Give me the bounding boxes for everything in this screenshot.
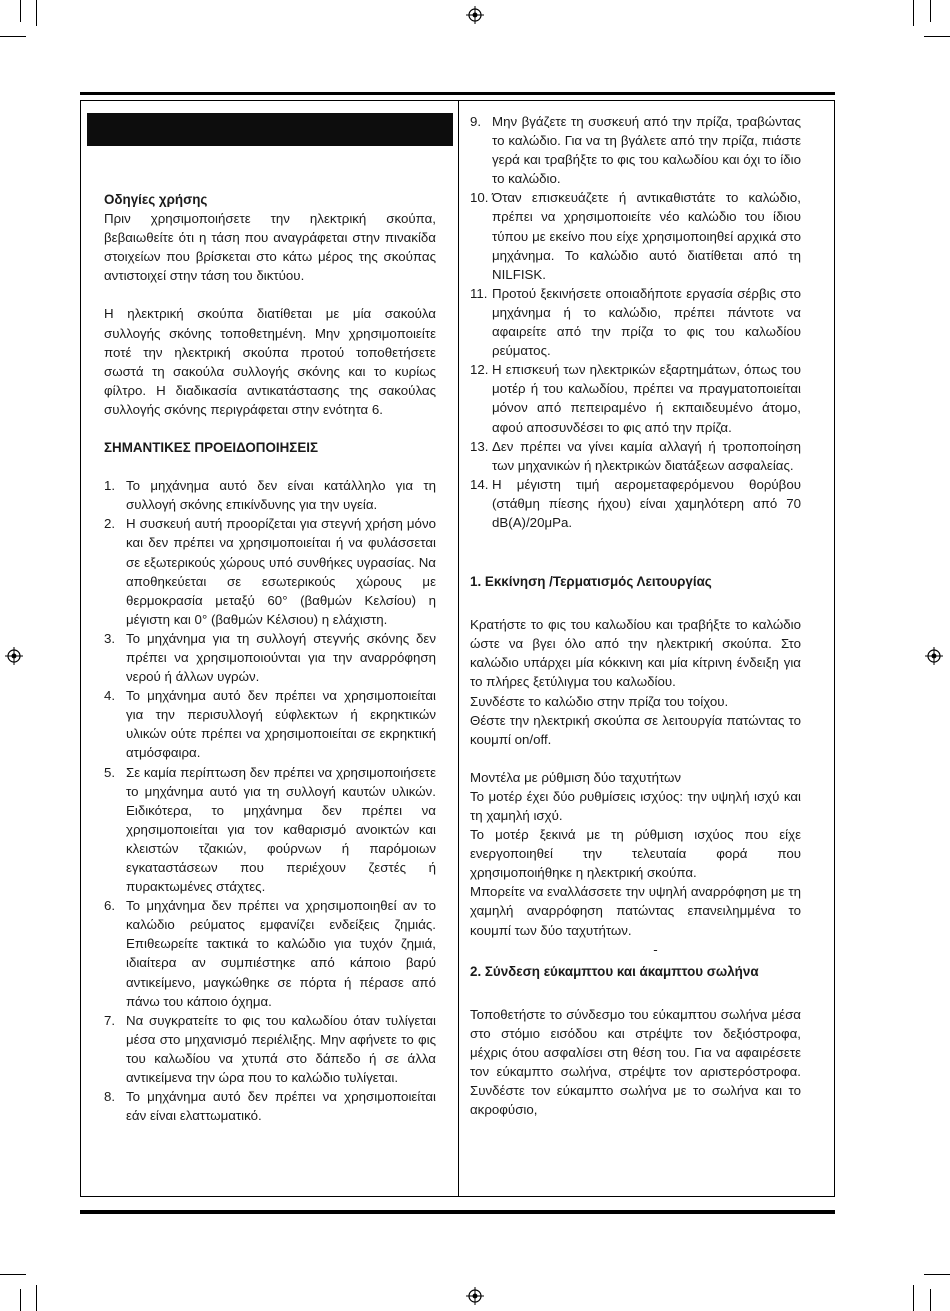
bottom-rule — [80, 1210, 835, 1214]
section1-paragraph: Συνδέστε το καλώδιο στην πρίζα του τοίχου. — [470, 693, 729, 709]
warnings-list — [104, 476, 436, 1125]
usage-paragraph: Πριν χρησιμοποιήσετε την ηλεκτρική σκούπα, βεβαιωθείτε ότι η τάση που αναγράφεται στην πινακίδα στοιχείων που βρίσκεται στο κάτω μέρος της σκούπας αντιστοιχεί στην τάση του δικτύου. — [104, 211, 436, 284]
registration-mark-icon — [466, 6, 484, 24]
warnings-heading: ΣΗΜΑΝΤΙΚΕΣ ΠΡΟΕΙΔΟΠΟΙΗΣΕΙΣ — [104, 440, 319, 456]
section1-paragraph: Μπορείτε να εναλλάσσετε την υψηλή αναρρόφηση με τη χαμηλή αναρρόφηση πατώντας επανειλημμένα το κουμπί των δύο ταχυτήτων. — [470, 884, 801, 938]
crop-mark — [0, 36, 26, 37]
crop-mark — [36, 1285, 37, 1311]
list-item: 7. Να συγκρατείτε το φις του καλωδίου όταν τυλίγεται μέσα στο μηχανισμό περιέλιξης. Μην αφήνετε το φις του καλωδίου να χτυπά στο δάπεδο ή σε άλλα αντικείμενα την ώρα που το καλώδιο τυλίγεται. — [104, 1012, 436, 1086]
registration-mark-icon — [466, 1287, 484, 1305]
registration-mark-icon — [925, 647, 943, 665]
crop-mark — [930, 1289, 931, 1311]
left-column — [104, 190, 436, 1125]
list-item: 2. Η συσκευή αυτή προορίζεται για στεγνή χρήση μόνο και δεν πρέπει να χρησιμοποιείται ή να φυλάσσεται σε εξωτερικούς χώρους υπό συνθήκες υγρασίας. Να αποθηκεύεται σε εσωτερικούς χώρους με θερμοκρασία μεταξύ 60° (βαθμών Κελσίου) η μέγιστη και 0° (βαθμών Κέλσιου) η ελάχιστη. — [104, 516, 436, 627]
crop-mark — [36, 0, 37, 26]
section1-paragraph: Κρατήστε το φις του καλωδίου και τραβήξτε το καλώδιο ώστε να βγει όλο από την ηλεκτρική σκούπα. Στο καλώδιο υπάρχει μία κόκκινη και μία κίτρινη ένδειξη για το πλήρες ξετύλιγμα του καλωδίου. — [470, 617, 801, 690]
column-divider — [458, 100, 459, 1197]
list-item: 9. Μην βγάζετε τη συσκευή από την πρίζα, τραβώντας το καλώδιο. Για να τη βγάλετε από την πρίζα, πιάστε γερά και τραβήξτε το φις του καλωδίου και όχι το ίδιο το καλώδιο. — [470, 114, 801, 187]
list-item: 4. Το μηχάνημα αυτό δεν πρέπει να χρησιμοποιείται για την περισυλλογή εύφλεκτων ή εκρηκτικών υλικών ούτε πρέπει να χρησιμοποιείται σε εκρηκτική ατμόσφαιρα. — [104, 688, 436, 761]
list-item: 10. Όταν επισκευάζετε ή αντικαθιστάτε το καλώδιο, πρέπει να χρησιμοποιείτε νέο καλώδιο του ίδιου τύπου με εκείνο που είχε χρησιμοποιηθεί αρχικά στο μηχάνημα. Το καλώδιο αυτό διατίθεται από τη NILFISK. — [470, 190, 801, 282]
list-item: 8. Το μηχάνημα αυτό δεν πρέπει να χρησιμοποιείται εάν είναι ελαττωματικό. — [104, 1089, 436, 1124]
top-rule — [80, 92, 835, 95]
section1-subheading: Μοντέλα με ρύθμιση δύο ταχυτήτων — [470, 769, 682, 785]
crop-mark — [930, 0, 931, 22]
list-item: 5. Σε καμία περίπτωση δεν πρέπει να χρησιμοποιήσετε το μηχάνημα αυτό για τη συλλογή καυτών υλικών. Ειδικότερα, το μηχάνημα δεν πρέπει να χρησιμοποιείται για τον καθαρισμό ανοικτών και κλειστών τζακιών, φούρνων ή παρόμοιων εγκαταστάσεων που περιέχουν ζεστές ή πυρακτωμένες στάχτες. — [104, 764, 436, 895]
section1-heading: 1. Εκκίνηση /Τερματισμός Λειτουργίας — [470, 574, 712, 590]
section1-paragraph: Το μοτέρ ξεκινά με τη ρύθμιση ισχύος που είχε ενεργοποιηθεί την τελευταία φορά που χρησιμοποιήθηκε η ηλεκτρική σκούπα. — [470, 827, 801, 881]
list-item: 14. Η μέγιστη τιμή αερομεταφερόμενου θορύβου (στάθμη πίεσης ήχου) είναι χαμηλότερη από 70 dB(A)/20μPa. — [470, 476, 801, 530]
registration-mark-icon — [5, 647, 23, 665]
crop-mark — [924, 1274, 950, 1275]
section2-paragraph: Τοποθετήστε το σύνδεσμο του εύκαμπτου σωλήνα μέσα στο στόμιο εισόδου και στρέψτε τον δεξιόστροφα, μέχρις ότου ασφαλίσει στη θέση του. Για να αφαιρέσετε τον εύκαμπτο σωλήνα, στρέψτε τον αριστερόστροφα. Συνδέστε τον εύκαμπτο σωλήνα με το σωλήνα και το ακροφύσιο, — [470, 1006, 801, 1118]
crop-mark — [924, 36, 950, 37]
crop-mark — [913, 1285, 914, 1311]
crop-mark — [20, 0, 21, 22]
list-item: 6. Το μηχάνημα δεν πρέπει να χρησιμοποιηθεί αν το καλώδιο ρεύματος εμφανίζει ενδείξεις ζημιάς. Επιθεωρείτε τακτικά το καλώδιο για τυχόν ζημιά, ιδιαίτερα αν συμπιέστηκε από κάποιο βαρύ αντικείμενο, μαγκώθηκε σε πόρτα ή πέρασε από πάνω του κάποιο όχημα. — [104, 898, 436, 1009]
section1-paragraph: Θέστε την ηλεκτρική σκούπα σε λειτουργία πατώντας το κουμπί on/off. — [470, 712, 801, 747]
usage-paragraph: Η ηλεκτρική σκούπα διατίθεται με μία σακούλα συλλογής σκόνης τοποθετημένη. Μην χρησιμοποιείτε ποτέ την ηλεκτρική σκούπα προτού τοποθετήσετε σωστά τη σακούλα συλλογής σκόνης και το κυρίως φίλτρο. Η διαδικασία αντικατάστασης της σακούλας συλλογής σκόνης περιγράφεται στην ενότητα 6. — [104, 306, 436, 417]
crop-mark — [0, 1274, 26, 1275]
crop-mark — [20, 1289, 21, 1311]
usage-heading: Οδηγίες χρήσης — [104, 192, 208, 207]
right-column — [470, 112, 801, 1119]
list-item: 12. Η επισκευή των ηλεκτρικών εξαρτημάτων, όπως του μοτέρ ή του καλωδίου, πρέπει να πραγματοποιείται μόνον από πεπειραμένο ή εκπαιδευμένο άτομο, αφού αποσυνδέσει το φις από την πρίζα. — [470, 362, 801, 435]
stray-mark: - — [653, 941, 658, 957]
list-item: 1. Το μηχάνημα αυτό δεν είναι κατάλληλο για τη συλλογή σκόνης επικίνδυνης για την υγεία. — [104, 478, 436, 513]
list-item: 11. Προτού ξεκινήσετε οποιαδήποτε εργασία σέρβις στο μηχάνημα ή το καλώδιο, πρέπει πάντοτε να αφαιρείτε από την πρίζα το φις του καλωδίου ρεύματος. — [470, 285, 801, 359]
section-header-bar — [87, 113, 453, 146]
section1-paragraph: Το μοτέρ έχει δύο ρυθμίσεις ισχύος: την υψηλή ισχύ και τη χαμηλή ισχύ. — [470, 788, 801, 823]
warnings-list-continued — [470, 112, 801, 532]
list-item: 3. Το μηχάνημα για τη συλλογή στεγνής σκόνης δεν πρέπει να χρησιμοποιούνται για την αναρρόφηση νερού ή άλλων υγρών. — [104, 630, 436, 685]
crop-mark — [913, 0, 914, 26]
section2-heading: 2. Σύνδεση εύκαμπτου και άκαμπτου σωλήνα — [470, 963, 759, 979]
list-item: 13. Δεν πρέπει να γίνει καμία αλλαγή ή τροποποίηση των μηχανικών ή ηλεκτρικών διατάξεων ασφαλείας. — [470, 438, 801, 473]
